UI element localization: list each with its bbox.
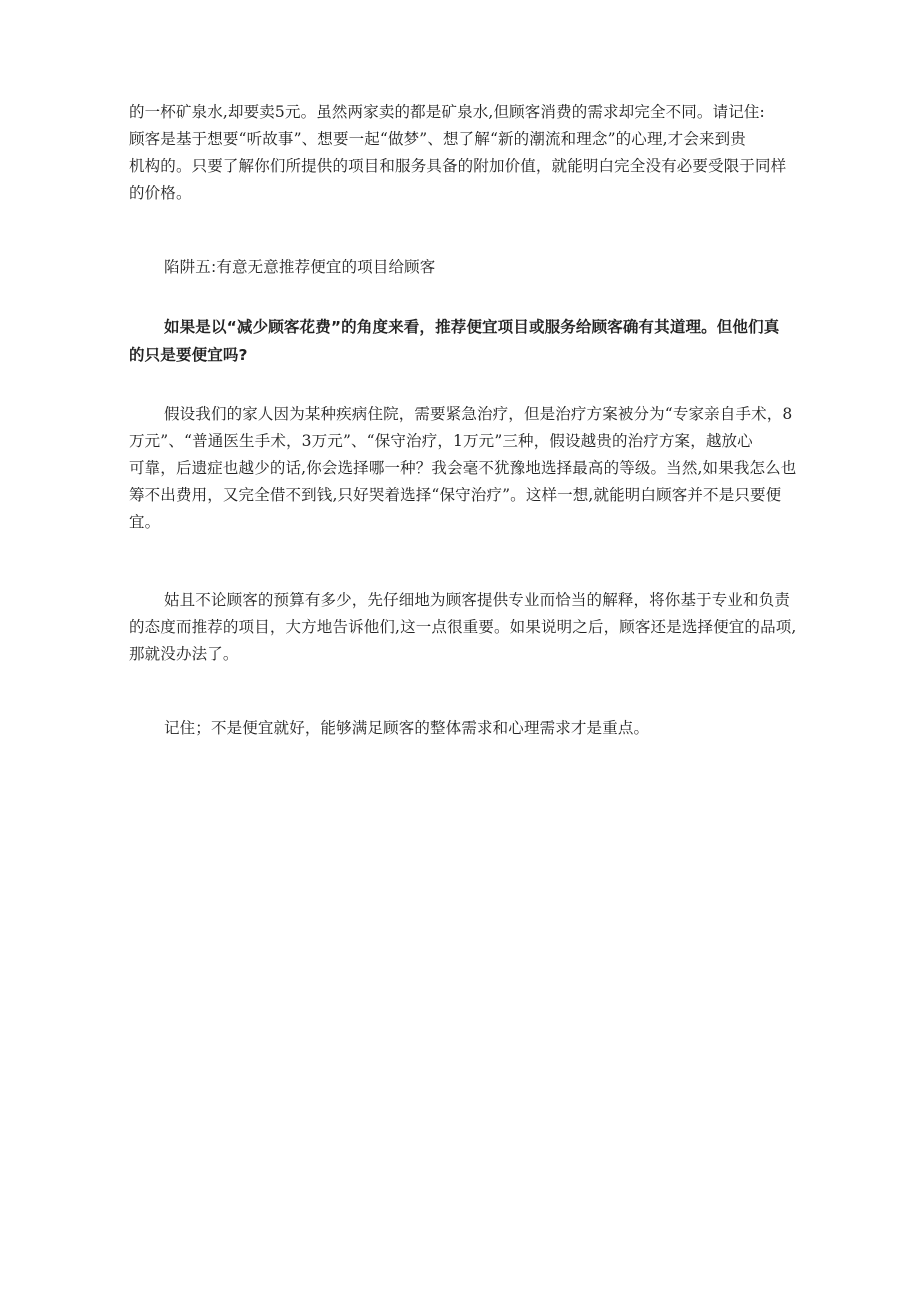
- bold-question-paragraph: [129, 313, 793, 369]
- paragraph-line: 那就没办法了。: [129, 645, 239, 663]
- section-heading: 陷阱五:有意无意推荐便宜的项目给顾客: [164, 258, 436, 276]
- paragraph-line: 筹不出费用，又完全借不到钱,只好哭着选择“保守治疗”。这样一想,就能明白顾客并不是只要便: [129, 486, 782, 504]
- paragraph-line: 顾客是基于想要“听故事”、想要一起“做梦”、想了解“新的潮流和理念”的心理,才会来到贵: [129, 130, 746, 148]
- paragraph-conclusion: 记住；不是便宜就好，能够满足顾客的整体需求和心理需求才是重点。: [164, 719, 650, 737]
- paragraph-family-illness: [129, 401, 797, 536]
- paragraph-line: 的一杯矿泉水,却要卖5元。虽然两家卖的都是矿泉水,但顾客消费的需求却完全不同。请记住:: [129, 103, 765, 121]
- paragraph-mineral-water: [129, 99, 793, 207]
- paragraph-line: 宜。: [129, 513, 161, 531]
- paragraph-line: 如果是以“减少顾客花费”的角度来看，推荐便宜项目或服务给顾客确有其道理。但他们真: [164, 318, 780, 336]
- paragraph-line: 姑且不论顾客的预算有多少，先仔细地为顾客提供专业而恰当的解释，将你基于专业和负责: [164, 591, 791, 609]
- paragraph-line: 机构的。只要了解你们所提供的项目和服务具备的附加价值，就能明白完全没有必要受限于同样: [129, 157, 787, 175]
- paragraph-line: 的价格。: [129, 184, 192, 202]
- paragraph-line: 假设我们的家人因为某种疾病住院，需要紧急治疗，但是治疗方案被分为“专家亲自手术，8: [164, 405, 793, 423]
- paragraph-line: 的只是要便宜吗?: [129, 346, 248, 364]
- paragraph-line: 万元”、“普通医生手术，3万元”、“保守治疗，1万元”三种，假设越贵的治疗方案，越放心: [129, 432, 753, 450]
- paragraph-line: 的态度而推荐的项目，大方地告诉他们,这一点很重要。如果说明之后，顾客还是选择便宜的品项,: [129, 618, 797, 636]
- paragraph-line: 可靠，后遗症也越少的话,你会选择哪一种？我会毫不犹豫地选择最高的等级。当然,如果我怎么也: [129, 459, 797, 477]
- paragraph-budget-explanation: [129, 587, 797, 668]
